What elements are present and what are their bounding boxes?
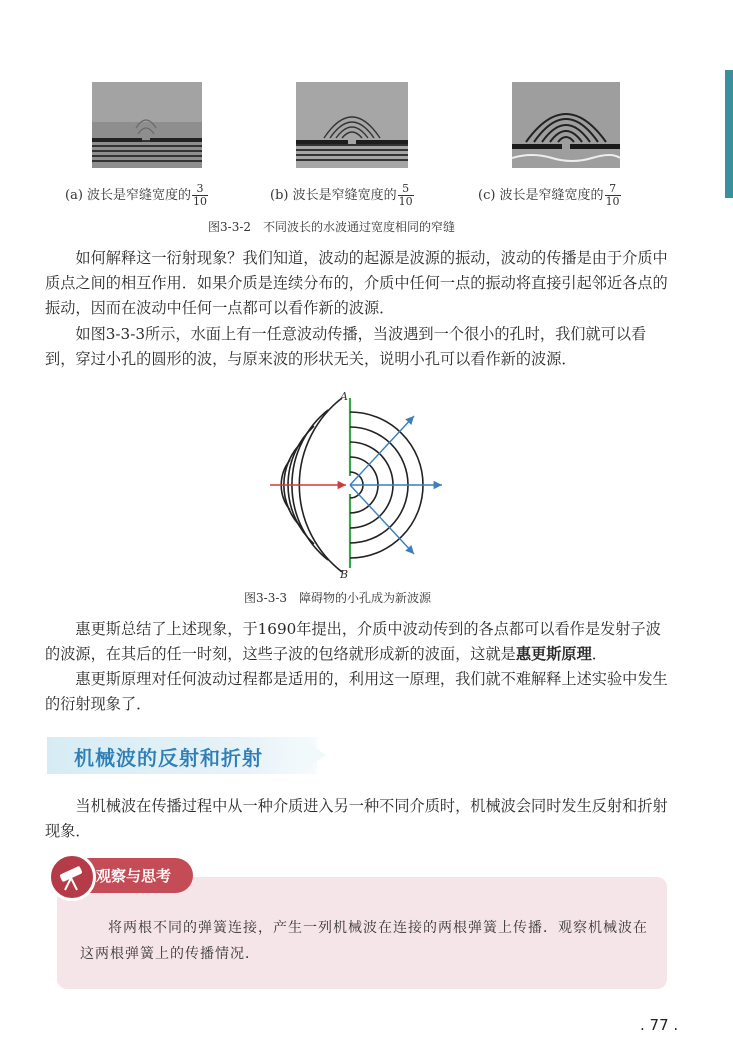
figure-332-title: 图3-3-2 不同波长的水波通过宽度相同的窄缝 xyxy=(208,220,456,234)
ray-up xyxy=(350,416,414,485)
caption-c-text: (c) 波长是窄缝宽度的 xyxy=(478,188,604,203)
paragraph-5 xyxy=(45,794,675,844)
fraction-b: $\frac{5}{10}$ xyxy=(398,182,413,208)
paragraph-4-text: 惠更斯原理对任何波动过程都是适用的，利用这一原理，我们就不难解释上述实验中发生的衍射现象了． xyxy=(45,670,668,713)
observe-text xyxy=(80,915,650,967)
paragraph-3-text: 惠更斯总结了上述现象，于1690年提出，介质中波动传到的各点都可以看作是发射子波的波源，在其后的任一时刻，这些子波的包络就形成新的波面，这就是 xyxy=(45,620,661,663)
paragraph-2-text: 如图3-3-3所示，水面上有一任意波动传播，当波遇到一个很小的孔时，我们就可以看到，穿过小孔的圆形的波，与原来波的形状无关，说明小孔可以看作新的波源． xyxy=(45,325,647,368)
photo-c xyxy=(512,82,620,168)
ray-down xyxy=(350,485,414,554)
caption-b-text: (b) 波长是窄缝宽度的 xyxy=(270,188,397,203)
paragraph-1-text: 如何解释这一衍射现象？我们知道，波动的起源是波源的振动，波动的传播是由于介质中质点之间的相互作用．如果介质是连续分布的，介质中任何一点的振动将直接引起邻近各点的振动，因而在波动中任何一点都可以看作新的波源． xyxy=(45,249,668,317)
observe-label: 观察与思考 xyxy=(96,867,172,885)
label-a: A xyxy=(340,390,348,403)
fraction-a: $\frac{3}{10}$ xyxy=(193,182,208,208)
paragraph-2 xyxy=(45,322,675,372)
page-number: . 77 . xyxy=(640,1016,679,1034)
paragraph-3: 惠更斯总结了上述现象，于1690年提出，介质中波动传到的各点都可以看作是发射子波的波源，在其后的任一时刻，这些子波的包络就形成新的波面，这就是惠更斯原理． xyxy=(45,620,661,663)
huygens-principle-term: 惠更斯原理 xyxy=(515,645,592,663)
side-chapter-text xyxy=(722,205,733,325)
section-heading-arrow xyxy=(300,737,326,773)
section-title: 机械波的反射和折射 xyxy=(74,746,263,770)
paragraph-5-text: 当机械波在传播过程中从一种介质进入另一种不同介质时，机械波会同时发生反射和折射现象． xyxy=(45,797,668,840)
side-chapter-tab xyxy=(725,70,733,198)
photo-b xyxy=(296,82,408,168)
paragraph-1 xyxy=(45,246,675,321)
caption-a-text: (a) 波长是窄缝宽度的 xyxy=(65,188,192,203)
figure-333-title: 图3-3-3 障碍物的小孔成为新波源 xyxy=(244,591,432,605)
caption-a xyxy=(65,183,208,208)
telescope-icon xyxy=(48,853,96,901)
caption-b xyxy=(270,183,414,208)
fraction-c: $\frac{7}{10}$ xyxy=(605,182,620,208)
label-b: B xyxy=(340,568,349,580)
caption-c xyxy=(478,183,621,208)
paragraph-4 xyxy=(45,667,675,717)
photo-a xyxy=(92,82,202,168)
figure-333-diagram xyxy=(270,390,460,580)
observe-text-content: 将两根不同的弹簧连接，产生一列机械波在连接的两根弹簧上传播．观察机械波在这两根弹簧上的传播情况． xyxy=(80,920,648,962)
